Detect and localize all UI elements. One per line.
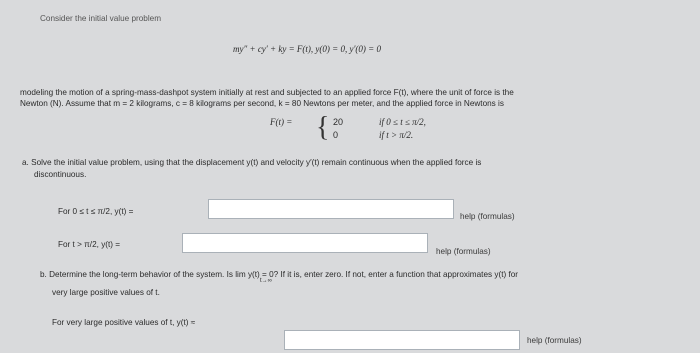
help-formulas-link-3[interactable]: help (formulas)	[527, 336, 582, 345]
piecewise-case2-condition: if t > π/2.	[379, 130, 414, 140]
piecewise-case1-condition: if 0 ≤ t ≤ π/2,	[379, 117, 426, 127]
description-line-1: modeling the motion of a spring-mass-dashpot system initially at rest and subjected to an applied force F(t), where the unit of force is the	[20, 88, 514, 97]
answer-input-1[interactable]	[208, 199, 454, 219]
answer-label-2: For t > π/2, y(t) =	[58, 240, 121, 249]
answer-input-2[interactable]	[182, 233, 428, 253]
piecewise-case2-value: 0	[333, 130, 339, 140]
ode-equation: my″ + cy′ + ky = F(t), y(0) = 0, y′(0) = 0	[233, 44, 381, 54]
limit-subscript: t→∞	[260, 278, 272, 284]
answer-label-1: For 0 ≤ t ≤ π/2, y(t) =	[58, 207, 134, 216]
help-formulas-link-2[interactable]: help (formulas)	[436, 247, 491, 256]
piecewise-case1-value: 20	[333, 117, 344, 127]
part-b-question-line-2: very large positive values of t.	[52, 288, 160, 297]
problem-intro: Consider the initial value problem	[40, 14, 162, 23]
part-a-question-line-1: a. Solve the initial value problem, using that the displacement y(t) and velocity y′(t) remain continuous when the applied force is	[22, 158, 482, 167]
part-b-question-line-1: b. Determine the long-term behavior of the system. Is lim y(t) = 0? If it is, enter zero. If not, enter a function that approximates y(t) for	[40, 270, 519, 279]
part-a-question-line-2: discontinuous.	[34, 170, 87, 179]
piecewise-brace: {	[316, 112, 330, 143]
help-formulas-link-1[interactable]: help (formulas)	[460, 212, 515, 221]
piecewise-lhs: F(t) =	[270, 117, 293, 127]
answer-input-3[interactable]	[284, 330, 520, 350]
description-line-2: Newton (N). Assume that m = 2 kilograms, c = 8 kilograms per second, k = 80 Newtons per meter, and the applied force in Newtons is	[20, 99, 504, 108]
answer-label-3: For very large positive values of t, y(t) ≈	[52, 318, 196, 327]
